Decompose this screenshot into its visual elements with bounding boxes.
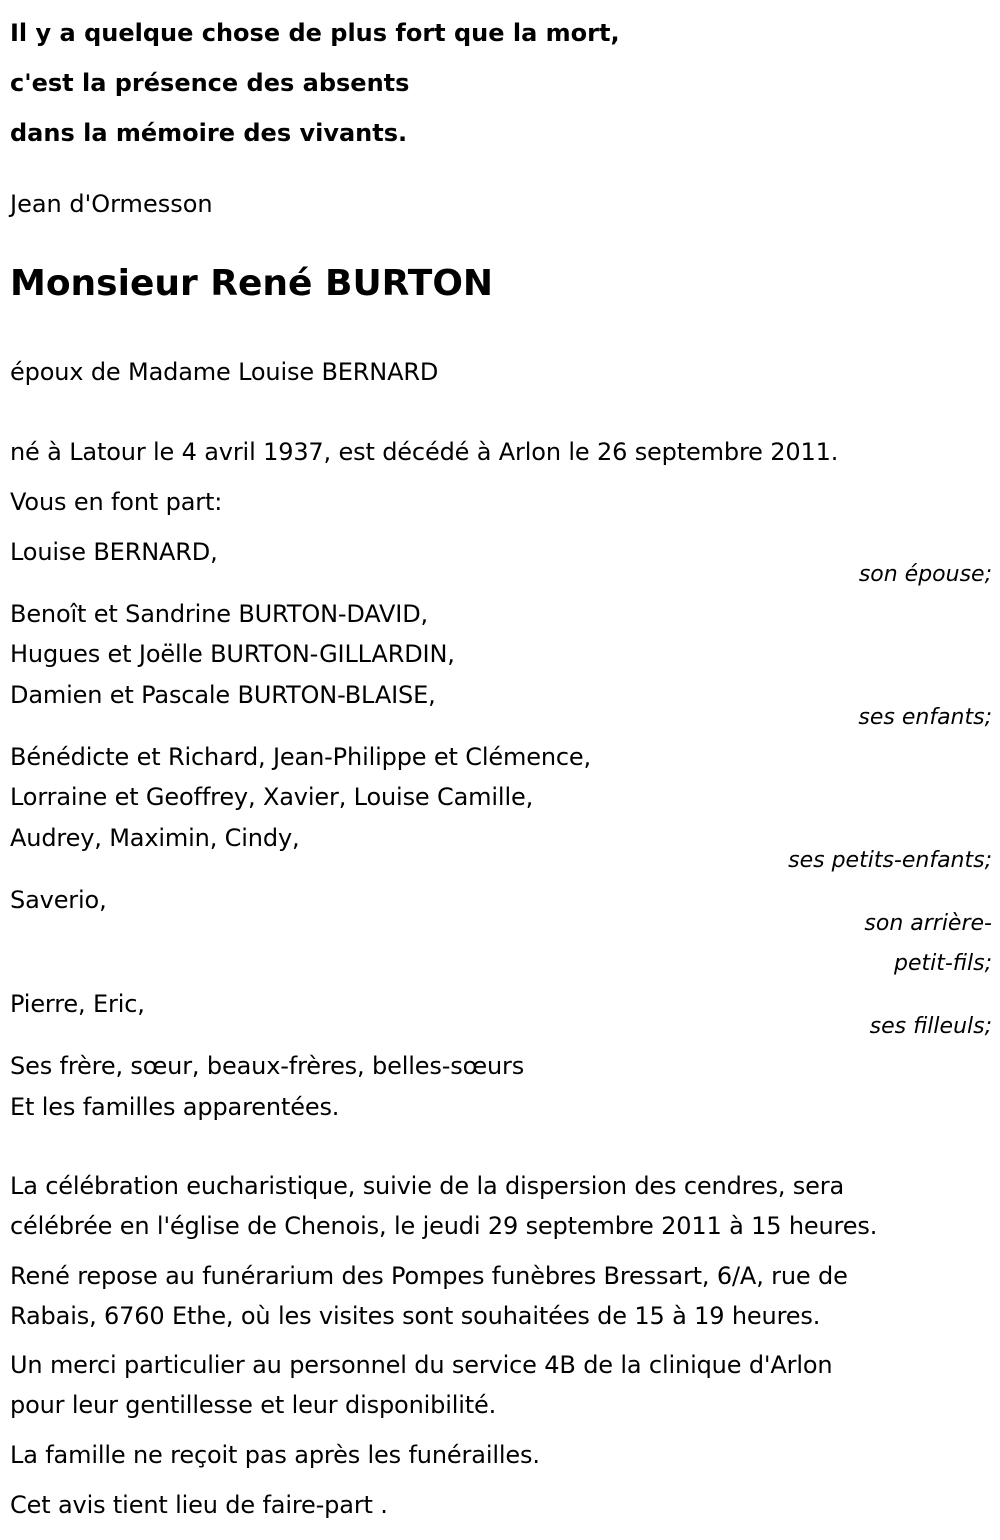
relation-label: ses petits-enfants; [788, 848, 992, 873]
family-name-line: Audrey, Maximin, Cindy, [10, 824, 300, 852]
quote-line: dans la mémoire des vivants. [10, 119, 408, 147]
quote-line: Il y a quelque chose de plus fort que la mort, [10, 19, 620, 47]
closing-text: Cet avis tient lieu de faire-part . [10, 1491, 388, 1519]
quote-line: c'est la présence des absents [10, 69, 410, 97]
thanks-text: Un merci particulier au personnel du service 4B de la clinique d'Arlon [10, 1351, 833, 1379]
celebration-text: célébrée en l'église de Chenois, le jeudi 29 septembre 2011 à 15 heures. [10, 1212, 878, 1240]
family-name-line: Pierre, Eric, [10, 990, 145, 1018]
relation-label: son arrière- [864, 911, 992, 936]
spouse-line: époux de Madame Louise BERNARD [10, 358, 439, 386]
family-name-line: Saverio, [10, 886, 107, 914]
family-name-line: Hugues et Joëlle BURTON-GILLARDIN, [10, 640, 455, 668]
birth-death-line: né à Latour le 4 avril 1937, est décédé à Arlon le 26 septembre 2011. [10, 438, 839, 466]
family-name-line: Lorraine et Geoffrey, Xavier, Louise Camille, [10, 783, 534, 811]
no-reception-text: La famille ne reçoit pas après les funérailles. [10, 1441, 540, 1469]
deceased-name: Monsieur René BURTON [10, 263, 494, 304]
family-name-line: Bénédicte et Richard, Jean-Philippe et Clémence, [10, 743, 592, 771]
relation-label: ses filleuls; [869, 1014, 992, 1039]
announce-line: Vous en font part: [10, 488, 223, 516]
relation-label: ses enfants; [858, 705, 992, 730]
funeral-home-text: Rabais, 6760 Ethe, où les visites sont souhaitées de 15 à 19 heures. [10, 1302, 821, 1330]
epigraph-quote [10, 8, 620, 158]
funeral-home-text: René repose au funérarium des Pompes funèbres Bressart, 6/A, rue de [10, 1262, 848, 1290]
quote-author: Jean d'Ormesson [10, 190, 213, 218]
thanks-text: pour leur gentillesse et leur disponibilité. [10, 1391, 497, 1419]
family-name-line: Ses frère, sœur, beaux-frères, belles-sœurs [10, 1052, 525, 1080]
family-name-line: Damien et Pascale BURTON-BLAISE, [10, 681, 436, 709]
family-name-line: Benoît et Sandrine BURTON-DAVID, [10, 600, 429, 628]
celebration-text: La célébration eucharistique, suivie de la dispersion des cendres, sera [10, 1172, 845, 1200]
relation-label: petit-fils; [893, 951, 992, 976]
family-name-line: Louise BERNARD, [10, 538, 218, 566]
family-name-line: Et les familles apparentées. [10, 1093, 340, 1121]
relation-label: son épouse; [858, 562, 992, 587]
